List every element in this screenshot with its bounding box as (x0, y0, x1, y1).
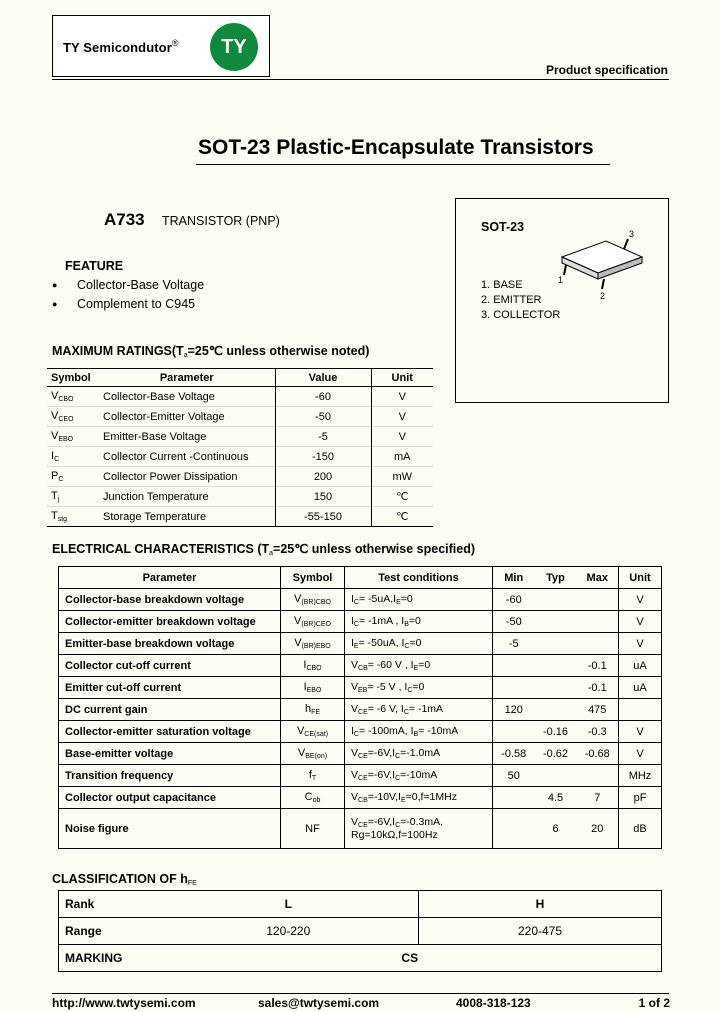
max-cell: -0.3 (577, 721, 619, 743)
spec-label: Product specification (545, 63, 668, 77)
min-cell (493, 677, 535, 699)
parameter-cell: Collector-emitter breakdown voltage (59, 611, 281, 633)
min-cell (493, 655, 535, 677)
symbol-cell: $T_j$ (47, 487, 99, 507)
condition-cell: $I_C= -100mA$, $I_B= -10mA$ (345, 721, 493, 743)
feature-heading: FEATURE (65, 259, 124, 273)
condition-cell: $V_{EB}= -5$ V , $I_C=0$ (345, 677, 493, 699)
unit-cell: MHz (619, 765, 662, 787)
condition-cell: $V_{CB}=-10V,I_E=0,f=1MHz$ (345, 787, 493, 809)
table-row (59, 633, 662, 655)
unit-cell: V (619, 721, 662, 743)
min-cell: 120 (493, 699, 535, 721)
parameter-cell: Collector Power Dissipation (99, 467, 275, 487)
classification-table (58, 890, 662, 972)
table-row (59, 655, 662, 677)
parameter-cell: Storage Temperature (99, 507, 275, 527)
page-number: 1 of 2 (638, 996, 670, 1010)
min-cell: -60 (493, 589, 535, 611)
title-underline (196, 164, 610, 165)
unit-cell: ℃ (371, 507, 433, 527)
typ-cell (535, 699, 577, 721)
unit-cell: V (619, 589, 662, 611)
typ-cell: 6 (535, 809, 577, 849)
value-cell: -60 (275, 387, 371, 407)
symbol-cell: $V_{CE(sat)}$ (281, 721, 345, 743)
symbol-cell: $I_{CBO}$ (281, 655, 345, 677)
symbol-cell: $f_T$ (281, 765, 345, 787)
table-row (59, 787, 662, 809)
company-logo (52, 15, 270, 77)
condition-cell: $V_{CE}=-6V,I_C=-0.3mA$, Rg=10kΩ,f=100Hz (345, 809, 493, 849)
unit-cell: V (619, 633, 662, 655)
footer-phone: 4008-318-123 (456, 996, 531, 1010)
svg-text:2: 2 (600, 291, 606, 301)
classification-heading: CLASSIFICATION OF $h_{FE}$ (52, 872, 197, 887)
package-title: SOT-23 (481, 220, 525, 234)
symbol-cell: $I_{EBO}$ (281, 677, 345, 699)
condition-cell: $I_E= -50uA$, $I_C=0$ (345, 633, 493, 655)
table-row (47, 407, 433, 427)
unit-cell: V (371, 427, 433, 447)
value-cell: 200 (275, 467, 371, 487)
unit-cell: V (371, 387, 433, 407)
footer-url-link[interactable]: http://www.twtysemi.com (52, 996, 196, 1010)
max-cell: 475 (577, 699, 619, 721)
symbol-cell: $V_{EBO}$ (47, 427, 99, 447)
unit-cell (619, 699, 662, 721)
sot23-package-icon (556, 227, 651, 307)
table-row (47, 507, 433, 527)
min-cell (493, 721, 535, 743)
table-row: Rank L H (59, 891, 662, 918)
parameter-cell: Collector-Emitter Voltage (99, 407, 275, 427)
parameter-cell: Collector-base breakdown voltage (59, 589, 281, 611)
max-cell: 7 (577, 787, 619, 809)
min-cell: -5 (493, 633, 535, 655)
symbol-cell: $V_{CEO}$ (47, 407, 99, 427)
parameter-cell: Emitter cut-off current (59, 677, 281, 699)
feature-item: ● Collector-Base Voltage (52, 278, 205, 292)
pin-label: 3. COLLECTOR (481, 309, 561, 321)
max-ratings-table: Symbol Parameter Value Unit $V_{CBO}$ Collector-Base Voltage -60 V $V_{CEO}$ Collector-Emitter Voltage -50 V $V_{EBO}$ Emitter-Base Voltage -5 V $I_C$ Collector Current -Continuous -150 mA $P_C$ Collector Power Dissipation 200 mW $T_j$ Junction Temperature 150 ℃ $T_{stg}$ Storage Temperature -55-150 ℃ (47, 368, 433, 527)
min-cell: -50 (493, 611, 535, 633)
symbol-cell: $I_C$ (47, 447, 99, 467)
max-cell (577, 765, 619, 787)
value-cell: -55-150 (275, 507, 371, 527)
unit-cell: uA (619, 677, 662, 699)
unit-cell: V (619, 611, 662, 633)
max-cell: -0.1 (577, 655, 619, 677)
typ-cell: -0.62 (535, 743, 577, 765)
symbol-cell: $T_{stg}$ (47, 507, 99, 527)
symbol-cell: $V_{BE(on)}$ (281, 743, 345, 765)
parameter-cell: Collector output capacitance (59, 787, 281, 809)
symbol-cell: $P_C$ (47, 467, 99, 487)
page-title: SOT-23 Plastic-Encapsulate Transistors (198, 136, 594, 159)
unit-cell: uA (619, 655, 662, 677)
table-row (47, 487, 433, 507)
footer-email-link[interactable]: sales@twtysemi.com (258, 996, 380, 1010)
unit-cell: dB (619, 809, 662, 849)
part-description: TRANSISTOR (PNP) (162, 214, 280, 228)
symbol-cell: $V_{(BR)CBO}$ (281, 589, 345, 611)
table-row (59, 743, 662, 765)
table-row (59, 611, 662, 633)
pin-label: 2. EMITTER (481, 294, 542, 306)
parameter-cell: Emitter-base breakdown voltage (59, 633, 281, 655)
parameter-cell: Transition frequency (59, 765, 281, 787)
typ-cell (535, 611, 577, 633)
feature-item: ● Complement to C945 (52, 297, 196, 311)
svg-text:3: 3 (629, 229, 635, 239)
value-cell: -150 (275, 447, 371, 467)
parameter-cell: Collector-emitter saturation voltage (59, 721, 281, 743)
parameter-cell: Emitter-Base Voltage (99, 427, 275, 447)
typ-cell (535, 633, 577, 655)
table-row (59, 677, 662, 699)
unit-cell: ℃ (371, 487, 433, 507)
condition-cell: $I_C= -5uA,I_E=0$ (345, 589, 493, 611)
unit-cell: V (371, 407, 433, 427)
parameter-cell: Collector cut-off current (59, 655, 281, 677)
table-row (59, 809, 662, 849)
table-row (59, 589, 662, 611)
min-cell (493, 787, 535, 809)
pin-label: 1. BASE (481, 279, 523, 291)
table-row (47, 447, 433, 467)
typ-cell (535, 765, 577, 787)
table-row: MARKING CS (59, 945, 662, 972)
table-row (59, 765, 662, 787)
table-row (59, 721, 662, 743)
table-row: Range 120-220 220-475 (59, 918, 662, 945)
table-row (47, 467, 433, 487)
max-cell: -0.1 (577, 677, 619, 699)
logo-mark: TY (210, 23, 258, 71)
package-box (455, 198, 669, 403)
bullet-icon: ● (52, 280, 58, 290)
min-cell: 50 (493, 765, 535, 787)
min-cell: -0.58 (493, 743, 535, 765)
max-ratings-heading: MAXIMUM $RATINGS(T_a=25℃$ unless otherwise noted) (52, 344, 370, 359)
max-cell: -0.68 (577, 743, 619, 765)
header-divider (52, 79, 669, 80)
parameter-cell: DC current gain (59, 699, 281, 721)
parameter-cell: Noise figure (59, 809, 281, 849)
table-row (47, 387, 433, 407)
symbol-cell: NF (281, 809, 345, 849)
electrical-heading: ELECTRICAL CHARACTERISTICS ($T_a=25℃$ unless otherwise specified) (52, 542, 476, 557)
unit-cell: V (619, 743, 662, 765)
bullet-icon: ● (52, 299, 58, 309)
min-cell (493, 809, 535, 849)
electrical-characteristics-table: Parameter Symbol Test conditions Min Typ Max Unit Collector-base breakdown voltage $V_{(BR)CBO}$ $I_C= -5uA,I_E=0$ -60 V Collector-emitter breakdown voltage $V_{(BR)CEO}$ $I_C= -1mA$ , $I_B=0$ -50 V Emitter-base breakdown voltage $V_{(BR)EBO}$ $I_E= -50uA$, $I_C=0$ -5 V Collector cut-off current $I_{CBO}$ $V_{CB}= -60$ V , $I_E=0$ -0.1 uA Emitter cut-off current $I_{EBO}$ $V_{EB}= -5$ V , $I_C=0$ -0.1 uA DC current gain $h_{FE}$ $V_{CE}= -6$ V, $I_C= -1mA$ 120 475 Collector-emitter saturation voltage $V_{CE(sat)}$ $I_C= -100mA$, $I_B= -10mA$ -0.16 -0.3 V Base-emitter voltage $V_{BE(on)}$ $V_{CE}=-6V,I_C=-1.0mA$ -0.58 -0.62 -0.68 V Transition frequency $f_T$ $V_{CE}=-6V,I_C=-10mA$ 50 MHz Collector output capacitance $C_{ob}$ $V_{CB}=-10V,I_E=0,f=1MHz$ 4.5 7 pF Noise figure NF $V_{CE}=-6V,I_C=-0.3mA$, Rg=10kΩ,f=100Hz 6 20 dB (58, 566, 662, 849)
max-cell: 20 (577, 809, 619, 849)
unit-cell: mW (371, 467, 433, 487)
value-cell: -5 (275, 427, 371, 447)
max-cell (577, 611, 619, 633)
typ-cell: 4.5 (535, 787, 577, 809)
unit-cell: mA (371, 447, 433, 467)
symbol-cell: $C_{ob}$ (281, 787, 345, 809)
typ-cell (535, 655, 577, 677)
value-cell: -50 (275, 407, 371, 427)
symbol-cell: $V_{CBO}$ (51, 390, 74, 403)
parameter-cell: Collector-Base Voltage (103, 390, 215, 403)
max-cell (577, 633, 619, 655)
parameter-cell: Collector Current -Continuous (99, 447, 275, 467)
parameter-cell: Junction Temperature (99, 487, 275, 507)
symbol-cell: $V_{(BR)EBO}$ (281, 633, 345, 655)
condition-cell: $V_{CB}= -60$ V , $I_E=0$ (345, 655, 493, 677)
symbol-cell: $V_{(BR)CEO}$ (281, 611, 345, 633)
typ-cell: -0.16 (535, 721, 577, 743)
svg-text:1: 1 (558, 275, 564, 285)
symbol-cell: $h_{FE}$ (281, 699, 345, 721)
table-row (59, 699, 662, 721)
condition-cell: $V_{CE}=-6V,I_C=-1.0mA$ (345, 743, 493, 765)
parameter-cell: Base-emitter voltage (59, 743, 281, 765)
condition-cell: $V_{CE}= -6$ V, $I_C= -1mA$ (345, 699, 493, 721)
table-row (47, 427, 433, 447)
typ-cell (535, 589, 577, 611)
typ-cell (535, 677, 577, 699)
condition-cell: $V_{CE}=-6V,I_C=-10mA$ (345, 765, 493, 787)
condition-cell: $I_C= -1mA$ , $I_B=0$ (345, 611, 493, 633)
footer-divider (52, 993, 669, 994)
value-cell: 150 (275, 487, 371, 507)
unit-cell: pF (619, 787, 662, 809)
brand-name: TY Semicondutor® (63, 38, 179, 55)
part-number: A733 (104, 210, 145, 229)
max-cell (577, 589, 619, 611)
